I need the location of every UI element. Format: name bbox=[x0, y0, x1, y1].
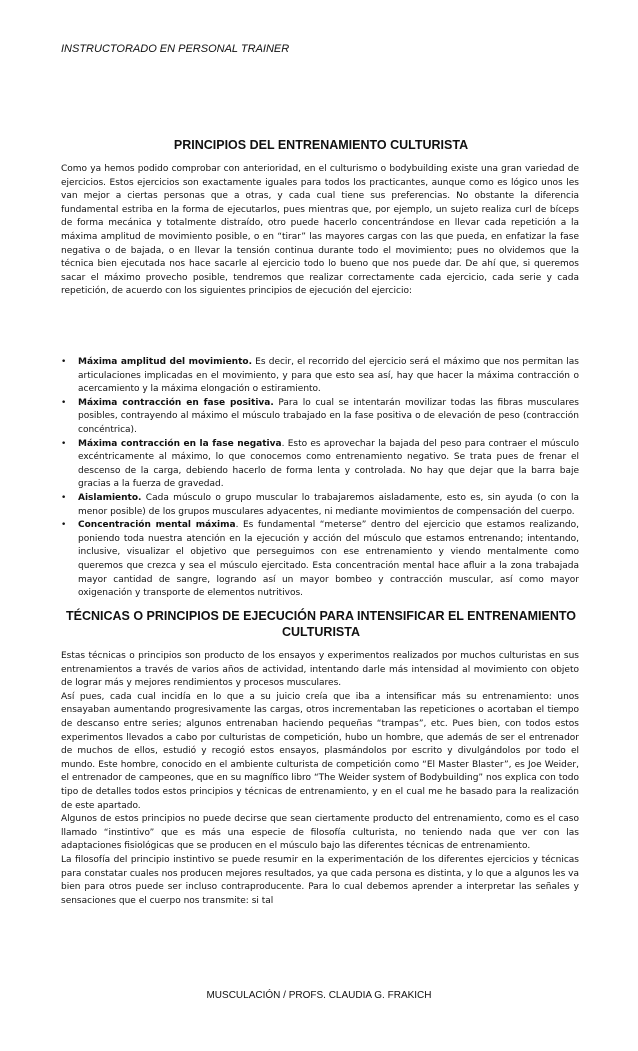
intro-paragraph: Como ya hemos podido comprobar con anterioridad, en el culturismo o bodybuilding existe una gran variedad de ejercicios. Estos ejercicios son exactamente iguales para todos los practicantes, aunque como es lógico unos les van mejor a ciertas personas que a otras, y cada cual tiene sus preferencias. No obstante la diferencia fundamental estriba en la forma de ejecutarlos, pues mientras que, por ejemplo, un sujeto realiza curl de bíceps de forma mecánica y totalmente distraído, otro puede hacerlo concentrándose en llevar cada repetición a la máxima amplitud de movimiento posible, o en “tirar” las mayores cargas con las que pueda, en enfatizar la fase negativa o de bajada, o en llevar la tensión continua durante todo el movimiento; pues no olvidemos que la técnica bien ejecutada nos hace sacarle al ejercicio todo lo bueno que nos puede dar. De ahí que, si queremos sacar el máximo provecho posible, tendremos que realizar correctamente cada ejercicio, cada serie y cada repetición, de acuerdo con los siguientes principios de ejecución del ejercicio: bbox=[61, 164, 579, 297]
principle-description: . Esto es aprovechar la bajada del peso para contraer el músculo excéntricamente al máximo, lo que conocemos como entrenamiento negativo. Se trata pues de frenar el descenso de la carga, debiendo hacerlo de forma lenta y controlada. No hay que dejar que la barra baje gracias a la fuerza de gravedad. bbox=[78, 438, 579, 490]
list-item bbox=[61, 397, 579, 438]
page-footer: MUSCULACIÓN / PROFS. CLAUDIA G. FRAKICH bbox=[206, 990, 432, 1001]
list-item bbox=[61, 356, 579, 397]
principle-term: Máxima contracción en fase positiva. bbox=[78, 397, 274, 408]
principle-term: Concentración mental máxima bbox=[78, 520, 236, 531]
section-title-tecnicas: TÉCNICAS O PRINCIPIOS DE EJECUCIÓN PARA INTENSIFICAR EL ENTRENAMIENTO CULTURISTA bbox=[65, 609, 576, 639]
bullet-icon: • bbox=[61, 520, 67, 531]
principle-description: Cada músculo o grupo muscular lo trabajaremos aisladamente, esto es, sin ayuda (o con la menor posible) de los grupos musculares adyacentes, ni mediante movimientos de compensación del cuerpo. bbox=[78, 492, 579, 517]
principle-term: Máxima amplitud del movimiento. bbox=[78, 357, 252, 367]
techniques-body bbox=[61, 650, 579, 908]
list-item bbox=[61, 438, 579, 492]
list-item bbox=[61, 492, 579, 519]
body-paragraph: Algunos de estos principios no puede decirse que sean ciertamente producto del entrenamiento, como es el caso llamado “instintivo” que es más una especie de filosofía culturista, no teniendo nada que ver con las adaptaciones fisiológicas que se producen en el músculo bajo las diferentes técnicas de entrenamiento. bbox=[61, 814, 579, 852]
bullet-icon: • bbox=[61, 397, 67, 408]
principle-term: Máxima contracción en la fase negativa bbox=[78, 438, 282, 449]
body-paragraph: La filosofía del principio instintivo se puede resumir en la experimentación de los diferentes ejercicios y técnicas para constatar cuales nos producen mejores resultados, ya que cada persona es distinta, y lo que a algunos les va bien para otros puede ser incluso contraproducente. Para lo cual debemos aprender a interpretar las señales y sensaciones que el cuerpo nos transmite: si tal bbox=[61, 854, 579, 906]
running-header: INSTRUCTORADO EN PERSONAL TRAINER bbox=[61, 43, 290, 55]
section-title-principios: PRINCIPIOS DEL ENTRENAMIENTO CULTURISTA bbox=[173, 138, 469, 152]
body-paragraph: Estas técnicas o principios son producto de los ensayos y experimentos realizados por muchos culturistas en sus entrenamientos a través de varios años de actividad, intentando darle más intensidad al movimiento con objeto de lograr más y mejores rendimientos y procesos musculares. bbox=[61, 651, 579, 689]
bullet-icon: • bbox=[61, 492, 67, 503]
bullet-icon: • bbox=[61, 438, 67, 449]
principles-list bbox=[61, 356, 579, 601]
bullet-icon: • bbox=[61, 357, 67, 367]
principle-term: Aislamiento. bbox=[78, 492, 142, 503]
principle-description: Es decir, el recorrido del ejercicio será el máximo que nos permitan las articulaciones implicadas en el movimiento, y para que esto sea así, hay que hacer la máxima contracción o acercamiento y la máxima elongación o estiramiento. bbox=[78, 357, 579, 395]
body-paragraph: Así pues, cada cual incidía en lo que a su juicio creía que iba a intensificar más su entrenamiento: unos ensayaban aumentando progresivamente las cargas, otros incrementaban las repeticiones o acortaban el tiempo de descanso entre series; algunos entrenaban haciendo pequeñas “trampas”, etc. Pues bien, con todos estos experimentos llevados a cabo por culturistas de competición, hubo un hombre, que además de ser el entrenador de muchos de ellos, estudió y recogió estos ensayos, plasmándolos por escrito y divulgándolos por todo el mundo. Este hombre, conocido en el ambiente culturista de competición como “El Master Blaster”, es Joe Weider, el entrenador de campeones, que en su magnífico libro “The Weider system of Bodybuilding” nos explica con todo tipo de detalles todos estos principios y técnicas de entrenamiento, y en el cual me he basado para la realización de este apartado. bbox=[61, 691, 579, 811]
principle-description: Para lo cual se intentarán movilizar todas las fibras musculares posibles, contrayendo al máximo el músculo trabajado en la fase positiva o de elevación de peso (contracción concéntrica). bbox=[78, 397, 579, 435]
principle-description: . Es fundamental “meterse” dentro del ejercicio que estamos realizando, poniendo toda nuestra atención en la ejecución y acción del músculo que estamos entrenando; intentando, inclusive, visualizar el objetivo que perseguimos con ese entrenamiento y viendo mentalmente como queremos que crezca y sea el músculo ejercitado. Esta concentración mental hace afluir a la zona trabajada mayor cantidad de sangre, logrando así un mayor bombeo y contracción muscular, así como mayor oxigenación y transporte de elementos nutritivos. bbox=[78, 520, 580, 599]
list-item bbox=[61, 519, 579, 601]
